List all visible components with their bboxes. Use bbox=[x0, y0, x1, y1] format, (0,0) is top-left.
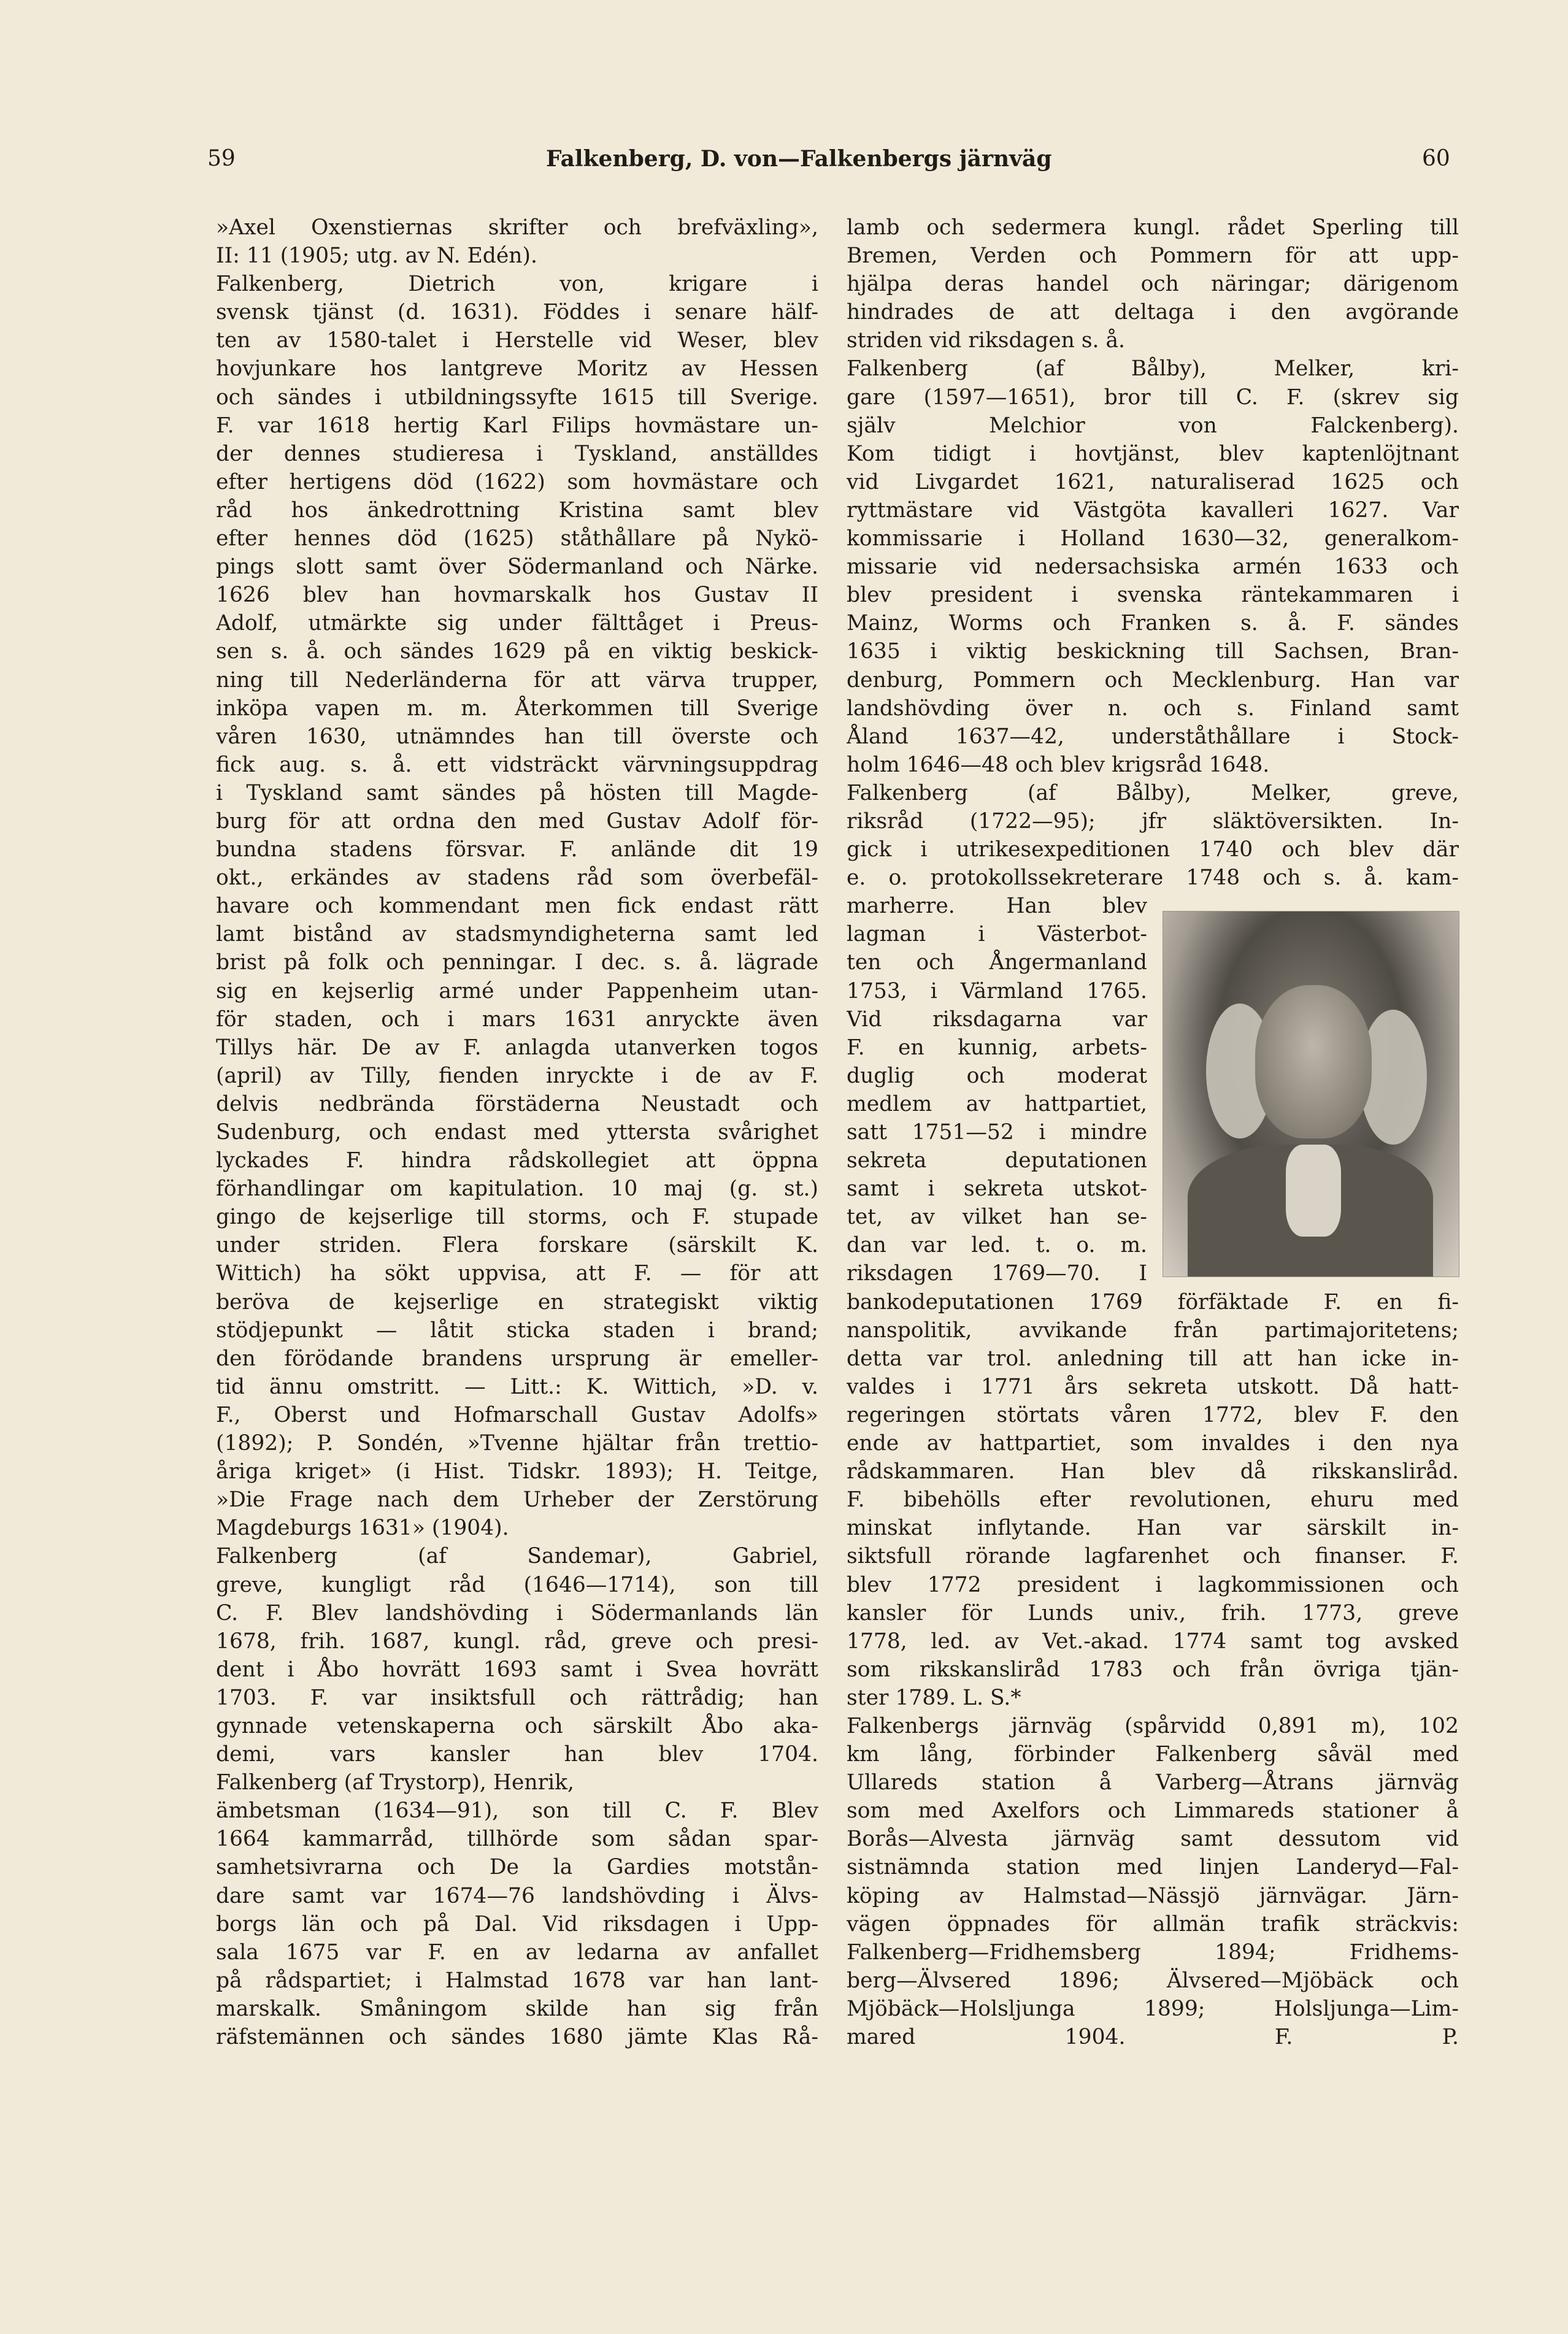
text-line: dare samt var 1674—76 landshövding i Älvs- bbox=[216, 1883, 818, 1908]
text-line: bundna stadens försvar. F. anlände dit 19 bbox=[216, 837, 818, 862]
text-line: ten av 1580-talet i Herstelle vid Weser, blev bbox=[216, 328, 818, 353]
text-line: okt., erkändes av stadens råd som överbefäl- bbox=[216, 866, 818, 891]
text-line: och sändes i utbildningssyfte 1615 till Sverige. bbox=[216, 385, 818, 410]
text-line: Falkenberg, Dietrich von, krigare i bbox=[216, 272, 818, 297]
text-line: Vid riksdagarna var bbox=[847, 1007, 1147, 1032]
text-line: dent i Åbo hovrätt 1693 samt i Svea hovrätt bbox=[216, 1657, 818, 1682]
text-line: sen s. å. och sändes 1629 på en viktig beskick- bbox=[216, 639, 818, 664]
text-line: Falkenberg (af Bålby), Melker, kri- bbox=[847, 356, 1459, 382]
text-line: ten och Ångermanland bbox=[847, 950, 1147, 975]
text-line: nanspolitik, avvikande från partimajoritetens; bbox=[847, 1318, 1459, 1343]
text-line: Falkenberg (af Sandemar), Gabriel, bbox=[216, 1544, 818, 1569]
text-line: missarie vid nedersachsiska armén 1633 och bbox=[847, 555, 1459, 580]
text-line: inköpa vapen m. m. Återkommen till Sverige bbox=[216, 696, 818, 721]
text-line: hovjunkare hos lantgreve Moritz av Hessen bbox=[216, 356, 818, 382]
text-line: förhandlingar om kapitulation. 10 maj (g. st.) bbox=[216, 1177, 818, 1202]
text-line: Ullareds station å Varberg—Åtrans järnväg bbox=[847, 1770, 1459, 1795]
text-line: tet, av vilket han se- bbox=[847, 1205, 1147, 1230]
text-line: Mainz, Worms och Franken s. å. F. sändes bbox=[847, 611, 1459, 636]
text-line: marherre. Han blev bbox=[847, 894, 1147, 919]
text-line: delvis nedbrända förstäderna Neustadt och bbox=[216, 1091, 818, 1116]
text-line: beröva de kejserlige en strategiskt viktig bbox=[216, 1289, 818, 1315]
text-line: duglig och moderat bbox=[847, 1063, 1147, 1088]
text-line: denburg, Pommern och Mecklenburg. Han var bbox=[847, 667, 1459, 693]
text-line: lamb och sedermera kungl. rådet Sperling till bbox=[847, 215, 1459, 240]
text-line: minskat inflytande. Han var särskilt in- bbox=[847, 1516, 1459, 1541]
text-line: Falkenberg (af Trystorp), Henrik, bbox=[216, 1770, 574, 1795]
text-line: havare och kommendant men fick endast rätt bbox=[216, 894, 818, 919]
text-line: gare (1597—1651), bror till C. F. (skrev sig bbox=[847, 385, 1459, 410]
text-line: Bremen, Verden och Pommern för att upp- bbox=[847, 244, 1459, 269]
text-line: själv Melchior von Falckenberg). bbox=[847, 413, 1459, 438]
text-line: som med Axelfors och Limmareds stationer å bbox=[847, 1798, 1459, 1824]
text-line: Magdeburgs 1631» (1904). bbox=[216, 1516, 509, 1541]
text-line: sala 1675 var F. en av ledarna av anfallet bbox=[216, 1940, 818, 1965]
text-line: blev 1772 president i lagkommissionen och bbox=[847, 1572, 1459, 1597]
page-number-right: 60 bbox=[1422, 146, 1450, 171]
text-line: F., Oberst und Hofmarschall Gustav Adolfs» bbox=[216, 1402, 818, 1427]
text-line: 1626 blev han hovmarskalk hos Gustav II bbox=[216, 583, 818, 608]
text-line: detta var trol. anledning till att han icke in- bbox=[847, 1346, 1459, 1371]
text-line: lagman i Västerbot- bbox=[847, 922, 1147, 947]
text-line: hjälpa deras handel och näringar; därigenom bbox=[847, 272, 1459, 297]
text-line: räfstemännen och sändes 1680 jämte Klas Rå- bbox=[216, 2025, 818, 2049]
text-line: bankodeputationen 1769 förfäktade F. en fi- bbox=[847, 1289, 1459, 1315]
text-line: 1703. F. var insiktsfull och rättrådig; han bbox=[216, 1685, 818, 1710]
text-line: under striden. Flera forskare (särskilt K. bbox=[216, 1233, 818, 1258]
text-line: Mjöbäck—Holsljunga 1899; Holsljunga—Lim- bbox=[847, 1996, 1459, 2021]
text-line: rådskammaren. Han blev då rikskansliråd. bbox=[847, 1459, 1459, 1484]
text-line: F. en kunnig, arbets- bbox=[847, 1035, 1147, 1060]
text-line: 1778, led. av Vet.-akad. 1774 samt tog avsked bbox=[847, 1629, 1459, 1654]
text-line: svensk tjänst (d. 1631). Föddes i senare hälf- bbox=[216, 300, 818, 325]
text-line: Borås—Alvesta järnväg samt dessutom vid bbox=[847, 1827, 1459, 1852]
text-line: mared 1904. F. P. bbox=[847, 2025, 1459, 2049]
text-line: Adolf, utmärkte sig under fälttåget i Preus- bbox=[216, 611, 818, 636]
text-line: »Axel Oxenstiernas skrifter och brefväxling», bbox=[216, 215, 818, 240]
text-line: 1635 i viktig beskickning till Sachsen, Bran- bbox=[847, 639, 1459, 664]
text-line: riksdagen 1769—70. I bbox=[847, 1261, 1147, 1286]
text-line: 1753, i Värmland 1765. bbox=[847, 978, 1147, 1004]
text-line: samt i sekreta utskot- bbox=[847, 1177, 1147, 1202]
text-line: lyckades F. hindra rådskollegiet att öppna bbox=[216, 1148, 818, 1173]
text-line: råd hos änkedrottning Kristina samt blev bbox=[216, 497, 818, 523]
text-line: Åland 1637—42, underståthållare i Stock- bbox=[847, 724, 1459, 749]
text-line: kommissarie i Holland 1630—32, generalkom- bbox=[847, 526, 1459, 551]
text-line: holm 1646—48 och blev krigsråd 1648. bbox=[847, 752, 1270, 777]
text-line: i Tyskland samt sändes på hösten till Magde- bbox=[216, 780, 818, 805]
text-line: Falkenbergs järnväg (spårvidd 0,891 m), 102 bbox=[847, 1713, 1459, 1738]
text-line: medlem av hattpartiet, bbox=[847, 1091, 1147, 1116]
text-line: sistnämnda station med linjen Landeryd—Fal- bbox=[847, 1855, 1459, 1880]
text-line: sekreta deputationen bbox=[847, 1148, 1147, 1173]
text-line: pings slott samt över Södermanland och Närke. bbox=[216, 555, 818, 580]
text-line: der dennes studieresa i Tyskland, anställdes bbox=[216, 441, 818, 466]
text-line: Tillys här. De av F. anlagda utanverken togos bbox=[216, 1035, 818, 1060]
text-line: ämbetsman (1634—91), son till C. F. Blev bbox=[216, 1798, 818, 1824]
text-line: e. o. protokollssekreterare 1748 och s. å. kam- bbox=[847, 866, 1459, 891]
portrait-image bbox=[1163, 911, 1459, 1277]
text-line: samhetsivrarna och De la Gardies motstån- bbox=[216, 1855, 818, 1880]
text-line: våren 1630, utnämndes han till överste och bbox=[216, 724, 818, 749]
text-line: (1892); P. Sondén, »Tvenne hjältar från trettio- bbox=[216, 1431, 818, 1456]
text-line: gick i utrikesexpeditionen 1740 och blev där bbox=[847, 837, 1459, 862]
text-line: blev president i svenska räntekammaren i bbox=[847, 583, 1459, 608]
page-number-left: 59 bbox=[207, 146, 236, 171]
text-line: km lång, förbinder Falkenberg såväl med bbox=[847, 1742, 1459, 1767]
left-column bbox=[216, 213, 818, 2051]
text-line: berg—Älvsered 1896; Älvsered—Mjöbäck och bbox=[847, 1968, 1459, 1993]
text-line: Falkenberg (af Bålby), Melker, greve, bbox=[847, 780, 1459, 805]
text-line: Wittich) ha sökt uppvisa, att F. — för att bbox=[216, 1261, 818, 1286]
text-line: satt 1751—52 i mindre bbox=[847, 1120, 1147, 1145]
text-line: gingo de kejserlige till storms, och F. stupade bbox=[216, 1205, 818, 1230]
text-line: ende av hattpartiet, som invaldes i den nya bbox=[847, 1431, 1459, 1456]
text-line: II: 11 (1905; utg. av N. Edén). bbox=[216, 244, 537, 269]
text-line: Sudenburg, och endast med yttersta svårighet bbox=[216, 1120, 818, 1145]
text-line: siktsfull rörande lagfarenhet och finanser. F. bbox=[847, 1544, 1459, 1569]
text-line: lamt bistånd av stadsmyndigheterna samt led bbox=[216, 922, 818, 947]
text-line: köping av Halmstad—Nässjö järnvägar. Järn- bbox=[847, 1883, 1459, 1908]
text-line: tid ännu omstritt. — Litt.: K. Wittich, »D. v. bbox=[216, 1374, 818, 1399]
text-line: ster 1789. L. S.* bbox=[847, 1685, 1021, 1710]
text-line: valdes i 1771 års sekreta utskott. Då hatt- bbox=[847, 1374, 1459, 1399]
text-line: vid Livgardet 1621, naturaliserad 1625 och bbox=[847, 469, 1459, 494]
text-line: Kom tidigt i hovtjänst, blev kaptenlöjtnant bbox=[847, 441, 1459, 466]
text-line: stödjepunkt — låtit sticka staden i brand; bbox=[216, 1318, 818, 1343]
text-line: som rikskansliråd 1783 och från övriga tjän- bbox=[847, 1657, 1459, 1682]
text-line: 1678, frih. 1687, kungl. råd, greve och presi- bbox=[216, 1629, 818, 1654]
text-line: den förödande brandens ursprung är emeller- bbox=[216, 1346, 818, 1371]
text-line: brist på folk och penningar. I dec. s. å. lägrade bbox=[216, 950, 818, 975]
text-line: ryttmästare vid Västgöta kavalleri 1627. Var bbox=[847, 497, 1459, 523]
text-line: kansler för Lunds univ., frih. 1773, greve bbox=[847, 1600, 1459, 1626]
text-line: greve, kungligt råd (1646—1714), son till bbox=[216, 1572, 818, 1597]
text-line: dan var led. t. o. m. bbox=[847, 1233, 1147, 1258]
text-line: ning till Nederländerna för att värva trupper, bbox=[216, 667, 818, 693]
text-line: 1664 kammarråd, tillhörde som sådan spar- bbox=[216, 1827, 818, 1852]
text-line: striden vid riksdagen s. å. bbox=[847, 328, 1126, 353]
text-line: hindrades de att deltaga i den avgörande bbox=[847, 300, 1459, 325]
text-line: gynnade vetenskaperna och särskilt Åbo aka- bbox=[216, 1713, 818, 1738]
text-line: borgs län och på Dal. Vid riksdagen i Upp- bbox=[216, 1911, 818, 1937]
text-line: sig en kejserlig armé under Pappenheim utan- bbox=[216, 978, 818, 1004]
text-line: för staden, och i mars 1631 anryckte även bbox=[216, 1007, 818, 1032]
text-line: C. F. Blev landshövding i Södermanlands län bbox=[216, 1600, 818, 1626]
text-line: fick aug. s. å. ett vidsträckt värvningsuppdrag bbox=[216, 752, 818, 777]
text-line: åriga kriget» (i Hist. Tidskr. 1893); H. Teitge, bbox=[216, 1459, 818, 1484]
text-line: F. bibehölls efter revolutionen, ehuru med bbox=[847, 1488, 1459, 1513]
text-line: vägen öppnades för allmän trafik sträckvis: bbox=[847, 1911, 1459, 1937]
text-line: burg för att ordna den med Gustav Adolf för- bbox=[216, 808, 818, 834]
text-line: Falkenberg—Fridhemsberg 1894; Fridhems- bbox=[847, 1940, 1459, 1965]
text-line: riksråd (1722—95); jfr släktöversikten. In- bbox=[847, 808, 1459, 834]
text-line: landshövding över n. och s. Finland samt bbox=[847, 696, 1459, 721]
text-line: demi, vars kansler han blev 1704. bbox=[216, 1742, 818, 1767]
text-line: på rådspartiet; i Halmstad 1678 var han lant- bbox=[216, 1968, 818, 1993]
running-title: Falkenberg, D. von—Falkenbergs järnväg bbox=[546, 146, 1052, 172]
text-line: efter hertigens död (1622) som hovmästare och bbox=[216, 469, 818, 494]
running-header bbox=[0, 146, 1568, 183]
text-line: efter hennes död (1625) ståthållare på Nykö- bbox=[216, 526, 818, 551]
text-line: (april) av Tilly, fienden inryckte i de av F. bbox=[216, 1063, 818, 1088]
text-line: F. var 1618 hertig Karl Filips hovmästare un- bbox=[216, 413, 818, 438]
text-line: regeringen störtats våren 1772, blev F. den bbox=[847, 1402, 1459, 1427]
text-line: marskalk. Småningom skilde han sig från bbox=[216, 1996, 818, 2021]
text-line: »Die Frage nach dem Urheber der Zerstörung bbox=[216, 1488, 818, 1513]
